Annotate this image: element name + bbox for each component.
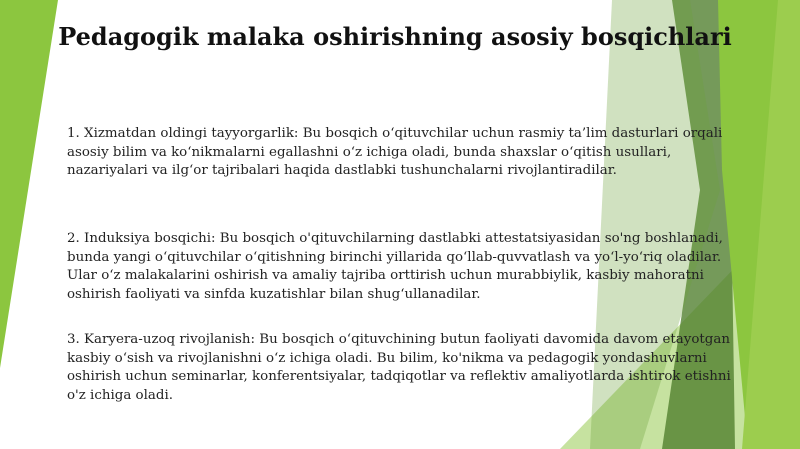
left-green-wedge [0, 0, 58, 368]
paragraph-induction-stage: 2. Induksiya bosqichi: Bu bosqich o'qituvchilarning dastlabki attestatsiyasidan so'ng boshlanadi, bunda yangi o‘qituvchilar o‘qitishning birinchi yillarida qo‘llab-quvvatlash va yo‘l-yo‘riq oladilar. Ular o‘z malakalarini oshirish va amaliy tajriba orttirish uchun murabbiylik, kasbiy mahoratni oshirish faoliyati va sinfda kuzatishlar bilan shug‘ullanadilar. [67, 231, 723, 302]
slide-title: Pedagogik malaka oshirishning asosiy bosqichlari [58, 22, 732, 51]
paragraph-preservice-preparation: 1. Xizmatdan oldingi tayyorgarlik: Bu bosqich o‘qituvchilar uchun rasmiy ta’lim dasturlari orqali asosiy bilim va ko‘nikmalarni egallashni o‘z ichiga oladi, bunda shaxslar o‘qitish usullari, nazariyalari va ilg‘or tajribalari haqida dastlabki tushunchalarni rivojlantiradilar. [67, 126, 723, 178]
paragraph-career-long-development: 3. Karyera-uzoq rivojlanish: Bu bosqich o‘qituvchining butun faoliyati davomida davom etayotgan kasbiy o‘sish va rivojlanishni o‘z ichiga oladi. Bu bilim, ko'nikma va pedagogik yondashuvlarni oshirish uchun seminarlar, konferentsiyalar, tadqiqotlar va reflektiv amaliyotlarda ishtirok etishni o'z ichiga oladi. [67, 332, 731, 403]
